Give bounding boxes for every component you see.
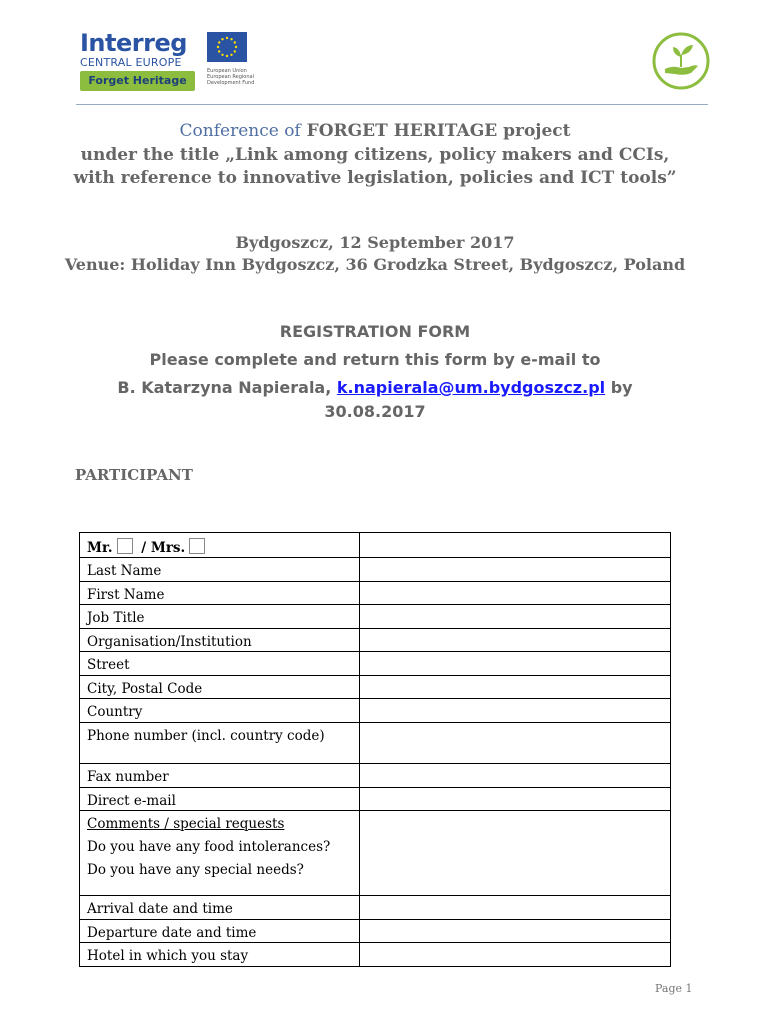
logo-forget-heritage-text: Forget Heritage xyxy=(80,71,195,91)
last-name-field[interactable] xyxy=(360,558,671,582)
table-row xyxy=(80,629,671,652)
table-row xyxy=(80,723,671,764)
title-subtitle: under the title „Link among citizens, policy makers and CCIs, with reference to innovative legislation, policies and ICT tools” xyxy=(73,144,677,188)
first-name-label: First Name xyxy=(80,582,360,605)
salutation-cell xyxy=(80,533,360,558)
job-title-field[interactable] xyxy=(360,605,671,629)
logo-central-europe-text: CENTRAL EUROPE xyxy=(80,56,182,69)
registration-instruction: Please complete and return this form by e-mail to xyxy=(149,350,601,369)
table-row xyxy=(80,558,671,582)
event-venue: Venue: Holiday Inn Bydgoszcz, 36 Grodzka Street, Bydgoszcz, Poland xyxy=(64,254,686,274)
phone-label: Phone number (incl. country code) xyxy=(80,723,360,764)
country-field[interactable] xyxy=(360,699,671,723)
logo-eu-text: European Union European Regional Development Fund xyxy=(207,68,255,86)
table-row xyxy=(80,920,671,943)
hotel-label: Hotel in which you stay xyxy=(80,943,360,967)
organisation-label: Organisation/Institution xyxy=(80,629,360,652)
comments-cell xyxy=(80,811,360,896)
contact-by: by xyxy=(610,378,633,397)
city-field[interactable] xyxy=(360,676,671,699)
registration-contact xyxy=(60,376,690,400)
conference-title xyxy=(60,120,690,191)
table-row xyxy=(80,943,671,967)
plant-hand-icon xyxy=(651,31,711,91)
title-project: FORGET HERITAGE project xyxy=(306,121,571,141)
fax-label: Fax number xyxy=(80,764,360,788)
page-header xyxy=(0,0,770,110)
table-row xyxy=(80,811,671,896)
last-name-label: Last Name xyxy=(80,558,360,582)
title-conference-of: Conference of xyxy=(179,121,301,141)
interreg-logo xyxy=(80,29,255,92)
comments-label: Comments / special requests xyxy=(87,816,285,832)
contact-email-link[interactable]: k.napierala@um.bydgoszcz.pl xyxy=(336,378,606,397)
table-row xyxy=(80,699,671,723)
eu-flag-icon xyxy=(207,32,247,62)
table-row xyxy=(80,896,671,920)
registration-heading: REGISTRATION FORM xyxy=(279,322,471,341)
street-label: Street xyxy=(80,652,360,676)
table-row xyxy=(80,605,671,629)
arrival-label: Arrival date and time xyxy=(80,896,360,920)
table-row xyxy=(80,676,671,699)
table-row xyxy=(80,652,671,676)
venue-block xyxy=(60,232,690,275)
logo-interreg-text: Interreg xyxy=(80,29,187,57)
mrs-label: Mrs. xyxy=(150,540,186,556)
mrs-checkbox[interactable] xyxy=(189,538,205,554)
food-intolerance-label: Do you have any food intolerances? xyxy=(87,839,331,855)
email-label: Direct e-mail xyxy=(80,788,360,811)
table-row xyxy=(80,788,671,811)
table-row xyxy=(80,533,671,558)
header-divider xyxy=(76,104,708,105)
table-row xyxy=(80,764,671,788)
organisation-field[interactable] xyxy=(360,629,671,652)
mr-checkbox[interactable] xyxy=(117,538,133,554)
slash-label: / xyxy=(141,540,147,556)
mr-label: Mr. xyxy=(87,540,113,556)
comments-field[interactable] xyxy=(360,811,671,896)
email-field[interactable] xyxy=(360,788,671,811)
departure-label: Departure date and time xyxy=(80,920,360,943)
table-row xyxy=(80,582,671,605)
street-field[interactable] xyxy=(360,652,671,676)
salutation-value-field[interactable] xyxy=(360,533,671,558)
phone-field[interactable] xyxy=(360,723,671,764)
participant-form-table xyxy=(79,532,671,967)
hotel-field[interactable] xyxy=(360,943,671,967)
city-label: City, Postal Code xyxy=(80,676,360,699)
special-needs-label: Do you have any special needs? xyxy=(87,862,304,878)
job-title-label: Job Title xyxy=(80,605,360,629)
contact-name: B. Katarzyna Napierala, xyxy=(117,378,332,397)
departure-field[interactable] xyxy=(360,920,671,943)
section-participant-heading: PARTICIPANT xyxy=(75,466,193,484)
registration-block xyxy=(60,320,690,424)
fax-field[interactable] xyxy=(360,764,671,788)
arrival-field[interactable] xyxy=(360,896,671,920)
page-number: Page 1 xyxy=(655,982,693,995)
country-label: Country xyxy=(80,699,360,723)
event-date: Bydgoszcz, 12 September 2017 xyxy=(235,233,515,252)
registration-deadline: 30.08.2017 xyxy=(324,402,426,421)
first-name-field[interactable] xyxy=(360,582,671,605)
